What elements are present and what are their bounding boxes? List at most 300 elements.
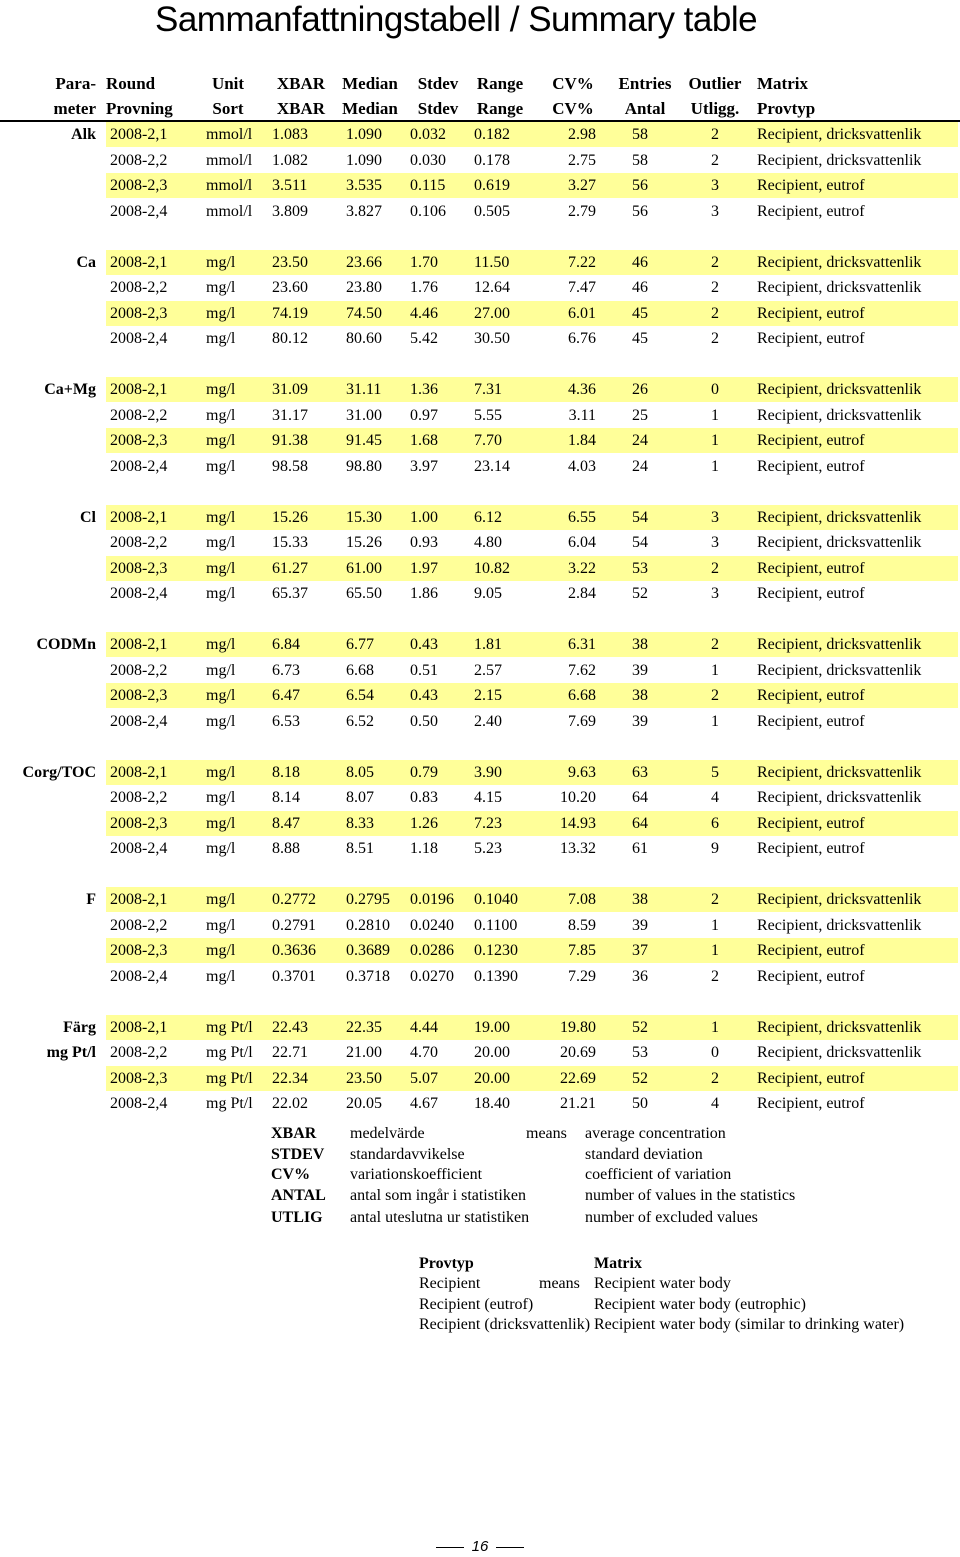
cell-unit: mmol/l [206, 177, 253, 194]
legend-sv: medelvärde [350, 1125, 425, 1142]
cell-range: 0.619 [474, 177, 510, 194]
cell-unit: mmol/l [206, 152, 253, 169]
cell-range: 7.70 [474, 432, 502, 449]
cell-range: 11.50 [474, 254, 510, 271]
cell-unit: mg/l [206, 662, 236, 679]
header-cell: Provning [106, 99, 173, 118]
legend-abbr: CV% [271, 1166, 311, 1183]
cell-entries: 46 [632, 254, 648, 271]
page-number-dash-left [436, 1547, 464, 1548]
cell-entries: 24 [632, 432, 648, 449]
legend-abbr: UTLIG [271, 1209, 323, 1226]
parameter-label: CODMn [36, 636, 96, 653]
cell-matrix: Recipient, dricksvattenlik [757, 662, 922, 679]
table-row [0, 326, 960, 351]
legend-en: average concentration [585, 1125, 726, 1142]
cell-range: 10.82 [474, 560, 510, 577]
cell-cv: 19.80 [560, 1019, 596, 1036]
cell-median: 6.52 [346, 713, 374, 730]
table-row [106, 428, 958, 453]
cell-xbar: 8.47 [272, 815, 300, 832]
header-cell: meter [53, 99, 96, 118]
cell-entries: 58 [632, 152, 648, 169]
cell-median: 20.05 [346, 1095, 382, 1112]
cell-matrix: Recipient, dricksvattenlik [757, 254, 922, 271]
parameter-label: Ca+Mg [44, 381, 96, 398]
table-row [0, 1040, 960, 1065]
cell-xbar: 6.73 [272, 662, 300, 679]
cell-median: 23.50 [346, 1070, 382, 1087]
cell-stdev: 1.97 [410, 560, 438, 577]
cell-entries: 25 [632, 407, 648, 424]
cell-median: 8.05 [346, 764, 374, 781]
cell-xbar: 22.34 [272, 1070, 308, 1087]
cell-matrix: Recipient, eutrof [757, 968, 865, 985]
cell-median: 74.50 [346, 305, 382, 322]
cell-median: 0.2810 [346, 917, 390, 934]
cell-matrix: Recipient, eutrof [757, 1070, 865, 1087]
legend-sv: standardavvikelse [350, 1146, 465, 1163]
cell-round: 2008-2,4 [110, 585, 168, 602]
cell-xbar: 22.43 [272, 1019, 308, 1036]
cell-cv: 6.01 [568, 305, 596, 322]
cell-round: 2008-2,2 [110, 662, 168, 679]
table-row [0, 785, 960, 810]
legend-abbr: XBAR [271, 1125, 317, 1142]
cell-unit: mg Pt/l [206, 1019, 253, 1036]
cell-cv: 2.98 [568, 126, 596, 143]
cell-range: 4.15 [474, 789, 502, 806]
cell-round: 2008-2,1 [110, 764, 168, 781]
cell-matrix: Recipient, dricksvattenlik [757, 917, 922, 934]
cell-cv: 6.68 [568, 687, 596, 704]
header-cell: Matrix [757, 74, 808, 93]
header-cell: Median [342, 99, 398, 118]
table-row [63, 1015, 958, 1040]
cell-round: 2008-2,4 [110, 203, 168, 220]
cell-round: 2008-2,2 [110, 152, 168, 169]
cell-unit: mg Pt/l [206, 1070, 253, 1087]
cell-outliers: 2 [711, 636, 719, 653]
table-row [0, 913, 960, 938]
cell-cv: 10.20 [560, 789, 596, 806]
cell-entries: 38 [632, 891, 648, 908]
cell-cv: 21.21 [560, 1095, 596, 1112]
cell-unit: mg/l [206, 764, 236, 781]
cell-range: 7.31 [474, 381, 502, 398]
table-row [0, 1091, 960, 1116]
cell-cv: 7.69 [568, 713, 596, 730]
cell-range: 9.05 [474, 585, 502, 602]
cell-outliers: 6 [711, 815, 719, 832]
cell-matrix: Recipient, eutrof [757, 458, 865, 475]
cell-cv: 6.04 [568, 534, 596, 551]
cell-cv: 2.75 [568, 152, 596, 169]
cell-range: 0.1040 [474, 891, 518, 908]
cell-median: 15.30 [346, 509, 382, 526]
cell-entries: 63 [632, 764, 648, 781]
cell-round: 2008-2,2 [110, 1044, 168, 1061]
cell-matrix: Recipient, dricksvattenlik [757, 279, 922, 296]
cell-unit: mg/l [206, 917, 236, 934]
legend-en: coefficient of variation [585, 1166, 732, 1183]
cell-median: 6.54 [346, 687, 374, 704]
cell-matrix: Recipient, eutrof [757, 815, 865, 832]
cell-median: 0.2795 [346, 891, 390, 908]
cell-unit: mg/l [206, 636, 236, 653]
cell-xbar: 61.27 [272, 560, 308, 577]
cell-median: 1.090 [346, 126, 382, 143]
cell-outliers: 1 [711, 1019, 719, 1036]
cell-stdev: 0.97 [410, 407, 438, 424]
cell-range: 0.1230 [474, 942, 518, 959]
cell-stdev: 3.97 [410, 458, 438, 475]
cell-round: 2008-2,1 [110, 636, 168, 653]
cell-median: 21.00 [346, 1044, 382, 1061]
cell-xbar: 8.14 [272, 789, 300, 806]
cell-matrix: Recipient, dricksvattenlik [757, 789, 922, 806]
cell-cv: 2.84 [568, 585, 596, 602]
table-row [76, 250, 958, 275]
cell-xbar: 6.53 [272, 713, 300, 730]
legend-sv: variationskoefficient [350, 1166, 483, 1183]
cell-outliers: 1 [711, 917, 719, 934]
cell-matrix: Recipient, eutrof [757, 432, 865, 449]
cell-unit: mg/l [206, 279, 236, 296]
header-cell: XBAR [276, 74, 326, 93]
cell-outliers: 2 [711, 560, 719, 577]
table-row [106, 683, 958, 708]
cell-entries: 56 [632, 203, 648, 220]
header-row-1 [0, 71, 960, 96]
cell-round: 2008-2,4 [110, 1095, 168, 1112]
cell-stdev: 4.67 [410, 1095, 438, 1112]
cell-entries: 45 [632, 305, 648, 322]
cell-outliers: 2 [711, 687, 719, 704]
cell-xbar: 23.60 [272, 279, 308, 296]
cell-stdev: 0.0286 [410, 942, 454, 959]
table-row [106, 301, 958, 326]
cell-entries: 64 [632, 789, 648, 806]
cell-outliers: 9 [711, 840, 719, 857]
cell-median: 31.00 [346, 407, 382, 424]
cell-stdev: 0.83 [410, 789, 438, 806]
cell-median: 31.11 [346, 381, 382, 398]
cell-stdev: 0.51 [410, 662, 438, 679]
table-row [106, 1066, 958, 1091]
table-row [106, 173, 958, 198]
cell-range: 30.50 [474, 330, 510, 347]
cell-entries: 50 [632, 1095, 648, 1112]
legend-abbr: STDEV [271, 1146, 325, 1163]
cell-xbar: 15.26 [272, 509, 308, 526]
cell-cv: 6.76 [568, 330, 596, 347]
cell-xbar: 6.84 [272, 636, 300, 653]
cell-unit: mg/l [206, 254, 236, 271]
cell-xbar: 31.09 [272, 381, 308, 398]
cell-unit: mg/l [206, 789, 236, 806]
parameter-label: Corg/TOC [22, 764, 96, 781]
cell-entries: 61 [632, 840, 648, 857]
cell-round: 2008-2,2 [110, 789, 168, 806]
cell-entries: 45 [632, 330, 648, 347]
cell-entries: 38 [632, 687, 648, 704]
cell-median: 23.66 [346, 254, 382, 271]
cell-range: 18.40 [474, 1095, 510, 1112]
table-row [0, 148, 960, 173]
cell-cv: 20.69 [560, 1044, 596, 1061]
cell-xbar: 22.71 [272, 1044, 308, 1061]
header-cell: XBAR [276, 99, 326, 118]
cell-stdev: 0.43 [410, 687, 438, 704]
cell-outliers: 1 [711, 407, 719, 424]
cell-unit: mg/l [206, 305, 236, 322]
cell-cv: 13.32 [560, 840, 596, 857]
cell-range: 27.00 [474, 305, 510, 322]
cell-xbar: 22.02 [272, 1095, 308, 1112]
cell-range: 2.40 [474, 713, 502, 730]
cell-median: 15.26 [346, 534, 382, 551]
cell-outliers: 4 [711, 789, 719, 806]
cell-xbar: 0.3701 [272, 968, 316, 985]
table-row [0, 530, 960, 555]
matrix-legend-en: Recipient water body (similar to drinking water) [594, 1316, 905, 1333]
header-cell: Stdev [417, 74, 459, 93]
cell-cv: 3.11 [568, 407, 596, 424]
cell-xbar: 1.083 [272, 126, 308, 143]
cell-cv: 2.79 [568, 203, 596, 220]
cell-outliers: 1 [711, 458, 719, 475]
cell-stdev: 1.86 [410, 585, 438, 602]
cell-median: 98.80 [346, 458, 382, 475]
cell-unit: mg/l [206, 432, 236, 449]
cell-matrix: Recipient, eutrof [757, 1095, 865, 1112]
cell-matrix: Recipient, eutrof [757, 305, 865, 322]
cell-entries: 52 [632, 1070, 648, 1087]
table-row [0, 836, 960, 861]
cell-matrix: Recipient, eutrof [757, 585, 865, 602]
parameter-label: Ca [76, 254, 96, 271]
cell-matrix: Recipient, dricksvattenlik [757, 636, 922, 653]
cell-outliers: 3 [711, 585, 719, 602]
cell-stdev: 0.93 [410, 534, 438, 551]
cell-stdev: 4.46 [410, 305, 438, 322]
header-cell: CV% [552, 74, 594, 93]
header-cell: Antal [624, 99, 666, 118]
matrix-legend-means: means [539, 1275, 580, 1292]
cell-range: 0.182 [474, 126, 510, 143]
cell-round: 2008-2,4 [110, 458, 168, 475]
cell-cv: 7.62 [568, 662, 596, 679]
cell-stdev: 0.030 [410, 152, 446, 169]
cell-entries: 54 [632, 509, 648, 526]
cell-stdev: 1.70 [410, 254, 438, 271]
cell-cv: 1.84 [568, 432, 596, 449]
cell-range: 5.55 [474, 407, 502, 424]
table-row [44, 377, 958, 402]
cell-entries: 39 [632, 917, 648, 934]
page-title: Sammanfattningstabell / Summary table [155, 0, 758, 39]
cell-xbar: 0.2772 [272, 891, 316, 908]
cell-median: 61.00 [346, 560, 382, 577]
header-cell: Sort [212, 99, 244, 118]
cell-outliers: 3 [711, 203, 719, 220]
cell-median: 6.77 [346, 636, 374, 653]
cell-round: 2008-2,2 [110, 534, 168, 551]
cell-unit: mg/l [206, 509, 236, 526]
cell-cv: 14.93 [560, 815, 596, 832]
page-number-value: 16 [471, 1538, 489, 1555]
cell-outliers: 1 [711, 432, 719, 449]
table-row [106, 811, 958, 836]
parameter-label: Cl [80, 509, 96, 526]
page-number-dash-right [496, 1547, 524, 1548]
header-cell: Provtyp [757, 99, 816, 118]
cell-xbar: 6.47 [272, 687, 300, 704]
table-row [0, 658, 960, 683]
cell-round: 2008-2,1 [110, 891, 168, 908]
matrix-legend-en: Recipient water body [594, 1275, 731, 1292]
cell-round: 2008-2,3 [110, 687, 168, 704]
cell-entries: 52 [632, 585, 648, 602]
cell-unit: mg/l [206, 968, 236, 985]
cell-round: 2008-2,3 [110, 305, 168, 322]
header-cell: CV% [552, 99, 594, 118]
cell-matrix: Recipient, dricksvattenlik [757, 1044, 922, 1061]
cell-cv: 3.27 [568, 177, 596, 194]
cell-cv: 7.22 [568, 254, 596, 271]
cell-range: 5.23 [474, 840, 502, 857]
matrix-legend-header-sv: Provtyp [419, 1255, 474, 1272]
cell-cv: 9.63 [568, 764, 596, 781]
cell-cv: 7.08 [568, 891, 596, 908]
table-row [106, 556, 958, 581]
cell-range: 23.14 [474, 458, 510, 475]
cell-entries: 54 [632, 534, 648, 551]
cell-matrix: Recipient, dricksvattenlik [757, 1019, 922, 1036]
cell-round: 2008-2,1 [110, 381, 168, 398]
cell-stdev: 0.115 [410, 177, 446, 194]
cell-outliers: 2 [711, 152, 719, 169]
cell-outliers: 2 [711, 126, 719, 143]
cell-cv: 4.36 [568, 381, 596, 398]
cell-unit: mg/l [206, 330, 236, 347]
cell-xbar: 31.17 [272, 407, 308, 424]
parameter-label: Alk [71, 126, 96, 143]
cell-matrix: Recipient, eutrof [757, 560, 865, 577]
cell-outliers: 2 [711, 279, 719, 296]
cell-median: 6.68 [346, 662, 374, 679]
cell-entries: 56 [632, 177, 648, 194]
cell-entries: 53 [632, 560, 648, 577]
cell-range: 7.23 [474, 815, 502, 832]
cell-median: 22.35 [346, 1019, 382, 1036]
cell-entries: 37 [632, 942, 648, 959]
cell-unit: mmol/l [206, 126, 253, 143]
matrix-legend-header-en: Matrix [594, 1255, 642, 1272]
cell-round: 2008-2,1 [110, 1019, 168, 1036]
cell-matrix: Recipient, dricksvattenlik [757, 407, 922, 424]
cell-matrix: Recipient, eutrof [757, 713, 865, 730]
cell-stdev: 0.79 [410, 764, 438, 781]
cell-entries: 24 [632, 458, 648, 475]
cell-outliers: 2 [711, 1070, 719, 1087]
matrix-legend-en: Recipient water body (eutrophic) [594, 1296, 806, 1313]
cell-range: 20.00 [474, 1044, 510, 1061]
cell-range: 0.505 [474, 203, 510, 220]
cell-xbar: 23.50 [272, 254, 308, 271]
table-row [0, 581, 960, 606]
cell-round: 2008-2,2 [110, 407, 168, 424]
cell-unit: mg/l [206, 585, 236, 602]
cell-xbar: 3.809 [272, 203, 308, 220]
legend-en: standard deviation [585, 1146, 703, 1163]
cell-median: 0.3689 [346, 942, 390, 959]
cell-range: 0.1100 [474, 917, 518, 934]
cell-entries: 36 [632, 968, 648, 985]
cell-xbar: 1.082 [272, 152, 308, 169]
cell-range: 3.90 [474, 764, 502, 781]
cell-matrix: Recipient, eutrof [757, 840, 865, 857]
cell-round: 2008-2,2 [110, 917, 168, 934]
cell-cv: 7.85 [568, 942, 596, 959]
cell-range: 19.00 [474, 1019, 510, 1036]
cell-median: 1.090 [346, 152, 382, 169]
table-row [71, 122, 958, 147]
cell-range: 0.178 [474, 152, 510, 169]
cell-matrix: Recipient, dricksvattenlik [757, 891, 922, 908]
cell-matrix: Recipient, eutrof [757, 330, 865, 347]
cell-range: 12.64 [474, 279, 510, 296]
cell-entries: 58 [632, 126, 648, 143]
cell-unit: mg/l [206, 840, 236, 857]
matrix-legend-sv: Recipient (dricksvattenlik) [419, 1316, 591, 1333]
cell-xbar: 74.19 [272, 305, 308, 322]
cell-outliers: 1 [711, 942, 719, 959]
cell-range: 20.00 [474, 1070, 510, 1087]
cell-unit: mg/l [206, 942, 236, 959]
cell-unit: mg/l [206, 713, 236, 730]
header-row-2 [0, 96, 960, 121]
legend-sv: antal som ingår i statistiken [350, 1187, 526, 1204]
cell-stdev: 0.0196 [410, 891, 454, 908]
cell-entries: 53 [632, 1044, 648, 1061]
cell-stdev: 0.032 [410, 126, 446, 143]
cell-median: 0.3718 [346, 968, 390, 985]
cell-round: 2008-2,3 [110, 942, 168, 959]
table-row [86, 887, 958, 912]
cell-matrix: Recipient, dricksvattenlik [757, 152, 922, 169]
cell-cv: 6.55 [568, 509, 596, 526]
parameter-label: Färg [63, 1019, 96, 1036]
cell-matrix: Recipient, eutrof [757, 942, 865, 959]
cell-median: 65.50 [346, 585, 382, 602]
cell-xbar: 8.18 [272, 764, 300, 781]
cell-unit: mg/l [206, 458, 236, 475]
cell-matrix: Recipient, dricksvattenlik [757, 534, 922, 551]
cell-stdev: 0.43 [410, 636, 438, 653]
cell-outliers: 0 [711, 381, 719, 398]
cell-stdev: 0.0240 [410, 917, 454, 934]
cell-range: 2.15 [474, 687, 502, 704]
cell-unit: mg/l [206, 815, 236, 832]
cell-outliers: 2 [711, 254, 719, 271]
header-cell: Para- [55, 74, 96, 93]
cell-median: 3.535 [346, 177, 382, 194]
cell-median: 3.827 [346, 203, 382, 220]
cell-median: 8.33 [346, 815, 374, 832]
table-row [0, 199, 960, 224]
